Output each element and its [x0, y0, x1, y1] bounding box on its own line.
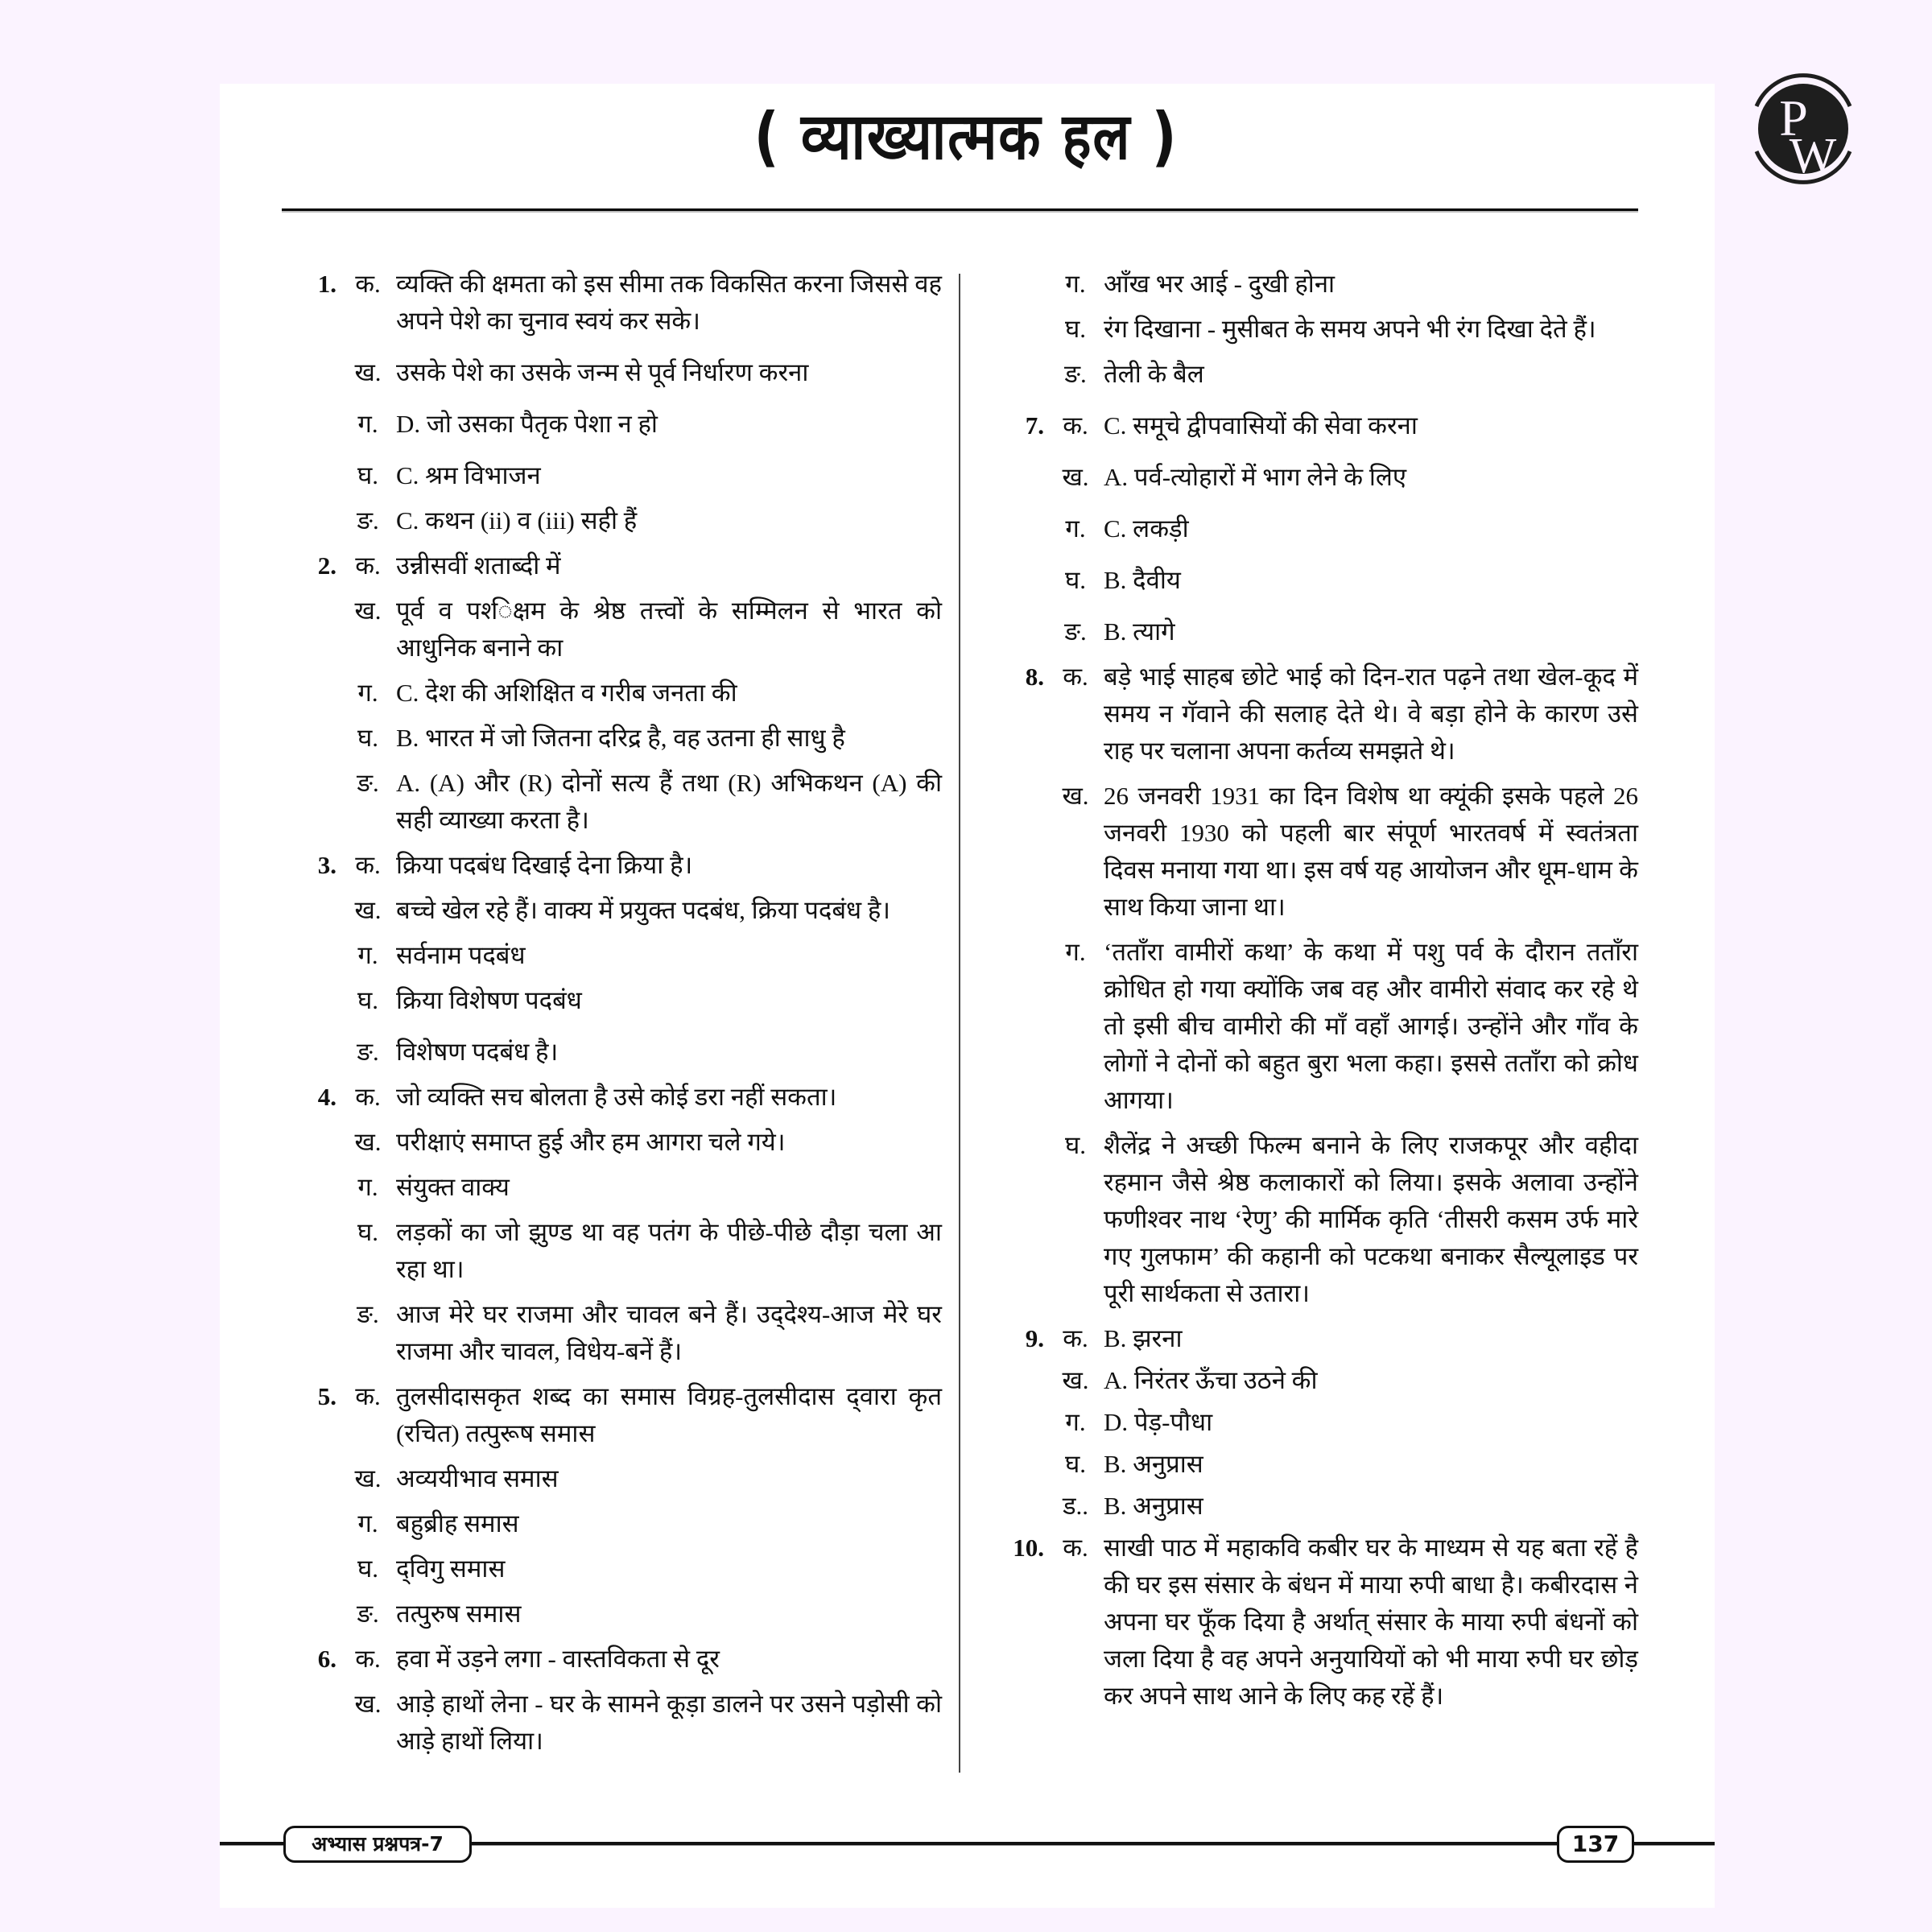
- sub-question-label: घ.: [1064, 315, 1087, 343]
- answer-text: B. अनुप्रास: [1104, 1492, 1203, 1520]
- sub-question-label: घ.: [1064, 1131, 1087, 1159]
- answer-text: रंग दिखाना - मुसीबत के समय अपने भी रंग दिखा देते हैं।: [1104, 315, 1596, 343]
- answer-text: पूर्व व पश्‍िक्षम के श्रेष्ठ तत्त्वों के सम्मिलन से भारत को आधुनिक बनाने का: [396, 597, 942, 662]
- answer-item: [306, 354, 942, 391]
- answer-text: तत्पुरुष समास: [396, 1600, 522, 1628]
- logo-letter-w: W: [1789, 129, 1837, 184]
- answer-text: बड़े भाई साहब छोटे भाई को दिन-रात पढ़ने तथा खेल-कूद में समय न गॅवाने की सलाह देते थे। वे बड़ा होने के कारण उसे राह पर चलाना अपना कर्तव्य समझते थे।: [1104, 663, 1638, 765]
- question-number: 10.: [1013, 1534, 1044, 1562]
- answer-item: [306, 1641, 942, 1678]
- sub-question-label: क.: [355, 270, 381, 298]
- sub-question-label: ङ.: [357, 1300, 379, 1328]
- answer-item: [306, 1169, 942, 1206]
- answer-item: [306, 457, 942, 494]
- sub-question-label: क.: [355, 1645, 381, 1673]
- page-number-badge: 137: [1557, 1826, 1634, 1863]
- question-number: 2.: [317, 551, 336, 580]
- answer-item: [306, 1034, 942, 1071]
- answer-text: क्रिया विशेषण पदबंध: [396, 986, 582, 1014]
- answer-item: [306, 547, 942, 584]
- question-number: 8.: [1025, 663, 1044, 691]
- sub-question-label: घ.: [357, 986, 379, 1014]
- sub-question-label: ख.: [1062, 463, 1089, 491]
- question-number: 5.: [317, 1382, 336, 1410]
- answer-text: द्‌विगु समास: [396, 1554, 506, 1583]
- answer-text: संयुक्त वाक्य: [396, 1173, 510, 1201]
- answer-text: ‘तताँरा वामीरों कथा’ के कथा में पशु पर्व के दौरान तताँरा क्रोधित हो गया क्योंकि जब वह और वामीरो संवाद कर रहे थे तो इसी बीच वामीरो की माँ वहाँ आगई। उन्होंने और गाँव के लोगों ने दोनों को बहुत बुरा भला कहा। इससे तताँरा को क्रोध आगया।: [1104, 938, 1638, 1114]
- answer-text: सर्वनाम पदबंध: [396, 941, 526, 969]
- sub-question-label: ग.: [357, 1509, 378, 1538]
- answer-text: B. भारत में जो जितना दरिद्र है, वह उतना ही साधु है: [396, 724, 845, 752]
- sub-question-label: ग.: [1065, 938, 1086, 966]
- answer-text: बच्चे खेल रहे हैं। वाक्य में प्रयुक्त पदबंध, क्रिया पदबंध है।: [396, 896, 891, 924]
- answer-item: [1002, 1488, 1638, 1525]
- answer-item: [306, 1460, 942, 1497]
- answer-item: [306, 1079, 942, 1116]
- answer-item: [1002, 658, 1638, 770]
- answer-item: [306, 720, 942, 757]
- answer-text: C. लकड़ी: [1104, 514, 1189, 543]
- answer-item: [1002, 613, 1638, 650]
- sub-question-label: ख.: [354, 597, 382, 625]
- answer-text: उसके पेशे का उसके जन्म से पूर्व निर्धारण करना: [396, 358, 809, 386]
- sub-question-label: ग.: [1065, 514, 1086, 543]
- question-number: 7.: [1025, 411, 1044, 440]
- answer-text: B. झरना: [1104, 1324, 1183, 1352]
- sub-question-label: ङ.: [357, 769, 379, 797]
- answer-item: [1002, 266, 1638, 303]
- answer-item: [306, 1378, 942, 1452]
- sub-question-label: घ.: [357, 1218, 379, 1246]
- answer-item: [1002, 1404, 1638, 1441]
- answer-text: शैलेंद्र ने अच्छी फिल्म बनाने के लिए राजकपूर और वहीदा रहमान जैसे श्रेष्ठ कलाकारों को लिया। इसके अलावा उन्होंने फणीश्वर नाथ ‘रेणु’ की मार्मिक कृति ‘तीसरी कसम उर्फ मारे गए गुलफाम’ की कहानी को पटकथा बनाकर सैल्यूलाइड पर पूरी सार्थकता से उतारा।: [1104, 1131, 1638, 1307]
- answer-text: C. श्रम विभाजन: [396, 461, 541, 489]
- answer-text: अव्ययीभाव समास: [396, 1464, 559, 1492]
- sub-question-label: ग.: [357, 941, 378, 969]
- column-divider: [959, 274, 960, 1773]
- answer-item: [1002, 778, 1638, 926]
- answer-text: A. निरंतर ऊँचा उठने की: [1104, 1366, 1318, 1394]
- sub-question-label: ख.: [354, 358, 382, 386]
- sub-question-label: ख.: [354, 896, 382, 924]
- answer-item: [306, 765, 942, 839]
- answer-text: तुलसीदासकृत शब्द का समास विग्रह-तुलसीदास द्‌वारा कृत (रचित) तत्पुरूष समास: [396, 1382, 942, 1447]
- answer-item: [306, 592, 942, 667]
- sub-question-label: ङ.: [357, 1600, 379, 1628]
- answer-item: [1002, 1446, 1638, 1483]
- sub-question-label: ङ.: [357, 1038, 379, 1066]
- sub-question-label: क.: [355, 851, 381, 879]
- answer-text: लड़कों का जो झुण्ड था वह पतंग के पीछे-पीछे दौड़ा चला आ रहा था।: [396, 1218, 942, 1283]
- question-number: 4.: [317, 1083, 336, 1111]
- answer-item: [1002, 1320, 1638, 1357]
- answer-text: व्यक्ति की क्षमता को इस सीमा तक विकसित करना जिससे वह अपने पेशे का चुनाव स्वयं कर सके।: [396, 270, 942, 335]
- answer-item: [1002, 562, 1638, 599]
- answer-text: B. त्यागे: [1104, 617, 1175, 646]
- sub-question-label: ख.: [354, 1128, 382, 1156]
- answer-item: [306, 1214, 942, 1288]
- sub-question-label: ड..: [1062, 1492, 1089, 1520]
- answer-item: [306, 1505, 942, 1542]
- answer-item: [306, 1686, 942, 1760]
- answer-item: [306, 266, 942, 340]
- answer-item: [306, 937, 942, 974]
- section-label-badge: अभ्यास प्रश्नपत्र-7: [283, 1826, 472, 1863]
- answer-text: B. अनुप्रास: [1104, 1450, 1203, 1478]
- answer-item: [1002, 1127, 1638, 1312]
- answer-item: [1002, 459, 1638, 496]
- answer-text: विशेषण पदबंध है।: [396, 1038, 559, 1066]
- answer-item: [1002, 356, 1638, 393]
- answer-text: B. दैवीय: [1104, 566, 1181, 594]
- answer-item: [1002, 311, 1638, 348]
- answer-text: C. कथन (ii) व (iii) सही हैं: [396, 506, 638, 535]
- sub-question-label: ङ.: [1064, 617, 1087, 646]
- sub-question-label: ग.: [1065, 1408, 1086, 1436]
- answer-item: [1002, 934, 1638, 1119]
- title-underline-divider: [282, 208, 1638, 213]
- sub-question-label: क.: [1063, 663, 1088, 691]
- answers-right-column: [1002, 266, 1638, 1723]
- pw-logo-icon: [1747, 72, 1860, 185]
- answer-item: [306, 406, 942, 443]
- answer-item: [306, 1124, 942, 1161]
- sub-question-label: घ.: [1064, 1450, 1087, 1478]
- sub-question-label: घ.: [357, 1554, 379, 1583]
- sub-question-label: घ.: [1064, 566, 1087, 594]
- answer-text: उन्नीसवीं शताब्दी में: [396, 551, 561, 580]
- answer-text: बहुब्रीह समास: [396, 1509, 519, 1538]
- sub-question-label: घ.: [357, 461, 379, 489]
- answer-item: [306, 982, 942, 1019]
- sub-question-label: क.: [1063, 1534, 1088, 1562]
- answer-text: परीक्षाएं समाप्त हुई और हम आगरा चले गये।: [396, 1128, 786, 1156]
- sub-question-label: क.: [355, 1083, 381, 1111]
- sub-question-label: ग.: [357, 410, 378, 438]
- answer-item: [1002, 407, 1638, 444]
- answer-text: आड़े हाथों लेना - घर के सामने कूड़ा डालने पर उसने पड़ोसी को आड़े हाथों लिया।: [396, 1690, 942, 1755]
- answer-item: [1002, 1530, 1638, 1715]
- answer-text: D. जो उसका पैतृक पेशा न हो: [396, 410, 658, 438]
- sub-question-label: ङ.: [1064, 360, 1087, 388]
- answer-item: [306, 1596, 942, 1633]
- answer-text: A. (A) और (R) दोनों सत्य हैं तथा (R) अभिकथन (A) की सही व्याख्या करता है।: [396, 769, 942, 834]
- answer-text: आज मेरे घर राजमा और चावल बने हैं। उद्‌देश्य-आज मेरे घर राजमा और चावल, विधेय-बनें हैं।: [396, 1300, 942, 1365]
- answer-text: A. पर्व-त्योहारों में भाग लेने के लिए: [1104, 463, 1407, 491]
- answer-item: [306, 675, 942, 712]
- answer-item: [306, 847, 942, 884]
- sub-question-label: क.: [355, 551, 381, 580]
- sub-question-label: ख.: [354, 1464, 382, 1492]
- sub-question-label: ग.: [357, 1173, 378, 1201]
- answer-text: आँख भर आई - दुखी होना: [1104, 270, 1335, 298]
- answer-item: [1002, 510, 1638, 547]
- sub-question-label: ख.: [1062, 782, 1089, 810]
- sub-question-label: ङ.: [357, 506, 379, 535]
- answer-text: तेली के बैल: [1104, 360, 1204, 388]
- logo-letter-p: P: [1779, 89, 1808, 147]
- sub-question-label: ख.: [1062, 1366, 1089, 1394]
- answer-text: 26 जनवरी 1931 का दिन विशेष था क्यूंकी इसके पहले 26 जनवरी 1930 को पहली बार संपूर्ण भारतवर्ष में स्वतंत्रता दिवस मनाया गया था। इस वर्ष यह आयोजन और धूम-धाम के साथ किया जाना था।: [1104, 782, 1638, 921]
- question-number: 9.: [1025, 1324, 1044, 1352]
- answer-item: [306, 502, 942, 539]
- sub-question-label: ग.: [1065, 270, 1086, 298]
- page-title: ( व्याख्यात्मक हल ): [753, 99, 1179, 174]
- answer-text: जो व्यक्ति सच बोलता है उसे कोई डरा नहीं सकता।: [396, 1083, 837, 1111]
- sub-question-label: क.: [355, 1382, 381, 1410]
- sub-question-label: क.: [1063, 1324, 1088, 1352]
- sub-question-label: क.: [1063, 411, 1088, 440]
- question-number: 1.: [317, 270, 336, 298]
- answer-text: D. पेड़-पौधा: [1104, 1408, 1213, 1436]
- answer-text: C. देश की अशिक्षित व गरीब जनता की: [396, 679, 737, 707]
- answer-item: [306, 892, 942, 929]
- answer-item: [306, 1296, 942, 1370]
- sub-question-label: घ.: [357, 724, 379, 752]
- answer-item: [306, 1550, 942, 1587]
- question-number: 6.: [317, 1645, 336, 1673]
- answer-text: C. समूचे द्वीपवासियों की सेवा करना: [1104, 411, 1418, 440]
- question-number: 3.: [317, 851, 336, 879]
- sub-question-label: ग.: [357, 679, 378, 707]
- answer-item: [1002, 1362, 1638, 1399]
- answer-text: क्रिया पदबंध दिखाई देना क्रिया है।: [396, 851, 693, 879]
- answers-left-column: [306, 266, 942, 1768]
- sub-question-label: ख.: [354, 1690, 382, 1718]
- answer-text: हवा में उड़ने लगा - वास्तविकता से दूर: [396, 1645, 720, 1673]
- answer-text: साखी पाठ में महाकवि कबीर घर के माध्यम से यह बता रहें है की घर इस संसार के बंधन में माया रुपी बाधा है। कबीरदास ने अपना घर फूँक दिया है अर्थात् संसार के माया रुपी बंधनों को जला दिया है वह अपने अनुयायियों को भी माया रुपी घर छोड़ कर अपने साथ आने के लिए कह रहें हैं।: [1104, 1534, 1638, 1710]
